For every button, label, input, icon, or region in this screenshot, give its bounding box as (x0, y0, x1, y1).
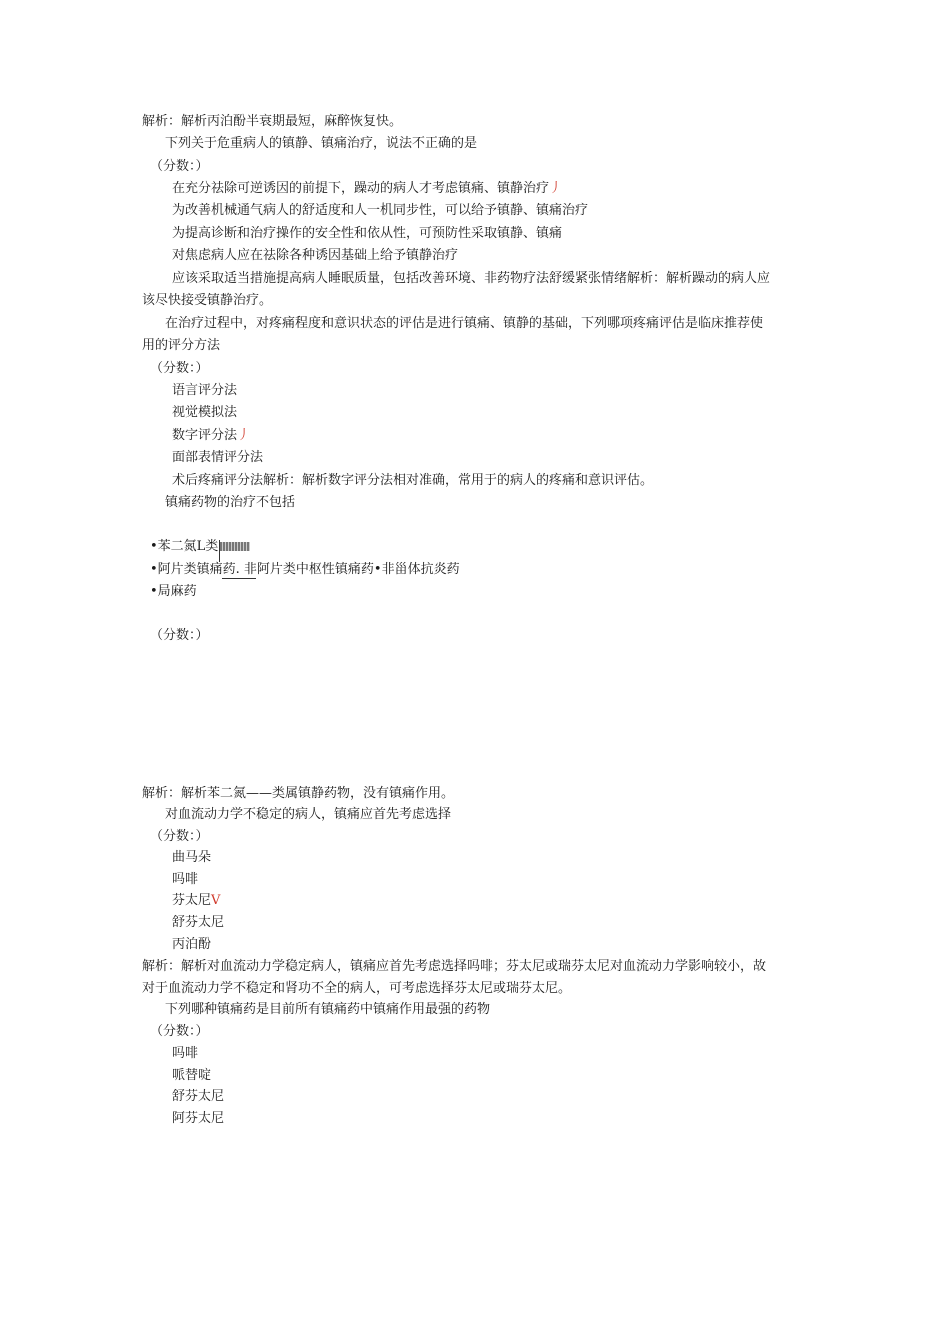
answer-mark: V (211, 893, 221, 908)
option-text: 在充分祛除可逆诱因的前提下，躁动的病人才考虑镇痛、镇静治疗 (172, 181, 550, 196)
explanation-text: 解析：解析对血流动力学稳定病人，镇痛应首先考虑选择吗啡；芬太尼或瑞芬太尼对血流动力学影响较小，故 (142, 959, 767, 974)
option-item: 为提高诊断和治疗操作的安全性和依从性，可预防性采取镇静、镇痛 (172, 226, 563, 241)
option-item: 吗啡 (172, 1046, 199, 1061)
option-item (172, 428, 250, 444)
option-item: 对焦虑病人应在祛除各种诱因基础上给予镇静治疗 (172, 248, 459, 263)
option-item: 面部表情评分法 (172, 450, 264, 465)
question-stem: 在治疗过程中，对疼痛程度和意识状态的评估是进行镇痛、镇静的基础，下列哪项疼痛评估是临床推荐使 (165, 316, 764, 331)
question-stem: 下列关于危重病人的镇静、镇痛治疗，说法不正确的是 (165, 136, 478, 151)
option-item: 术后疼痛评分法解析：解析数字评分法相对准确，常用于的病人的疼痛和意识评估。 (172, 473, 654, 488)
score-label: （分数：） (150, 628, 209, 643)
explanation-text: 该尽快接受镇静治疗。 (142, 293, 273, 308)
answer-mark: 丿 (237, 428, 251, 443)
question-stem: 下列哪种镇痛药是目前所有镇痛药中镇痛作用最强的药物 (165, 1002, 491, 1017)
explanation-text: 解析：解析苯二氮——类属镇静药物，没有镇痛作用。 (142, 786, 455, 801)
score-label: （分数：） (150, 159, 209, 174)
option-item (172, 893, 220, 909)
underline (222, 578, 256, 579)
question-stem: 用的评分方法 (142, 338, 221, 353)
answer-mark: 丿 (549, 181, 563, 196)
option-item: 视觉模拟法 (172, 405, 238, 420)
score-label: （分数：） (150, 1024, 209, 1039)
bullet-item: •局麻药 (150, 584, 197, 599)
option-item: 舒芬太尼 (172, 1089, 225, 1104)
option-item: 为改善机械通气病人的舒适度和人一机同步性，可以给予镇静、镇痛治疗 (172, 203, 589, 218)
option-item: 丙泊酚 (172, 937, 212, 952)
option-item: 舒芬太尼 (172, 915, 225, 930)
option-item: 语言评分法 (172, 383, 238, 398)
bullet-item: •阿片类镇痛药. 非阿片类中枢性镇痛药•非甾体抗炎药 (150, 562, 460, 577)
option-text: 数字评分法 (172, 428, 238, 443)
score-label: （分数：） (150, 829, 209, 844)
divider (219, 540, 220, 562)
bullet-item (150, 539, 250, 555)
option-text: 芬太尼 (172, 893, 212, 908)
option-item: 应该采取适当措施提高病人睡眠质量，包括改善环境、非药物疗法舒缓紧张情绪解析：解析躁动的病人应 (172, 271, 771, 286)
question-stem: 镇痛药物的治疗不包括 (165, 495, 296, 510)
explanation-text: 对于血流动力学不稳定和肾功不全的病人，可考虑选择芬太尼或瑞芬太尼。 (142, 981, 572, 996)
bullet-text: •苯二氮L类 (150, 539, 219, 554)
option-item: 曲马朵 (172, 850, 212, 865)
option-item: 阿芬太尼 (172, 1111, 225, 1126)
option-item (172, 181, 562, 197)
option-item: 哌替啶 (172, 1068, 212, 1083)
option-item: 吗啡 (172, 872, 199, 887)
question-stem: 对血流动力学不稳定的病人，镇痛应首先考虑选择 (165, 807, 452, 822)
scribble-mark (220, 542, 250, 551)
score-label: （分数：） (150, 361, 209, 376)
explanation-text: 解析：解析丙泊酚半衰期最短，麻醉恢复快。 (142, 114, 403, 129)
